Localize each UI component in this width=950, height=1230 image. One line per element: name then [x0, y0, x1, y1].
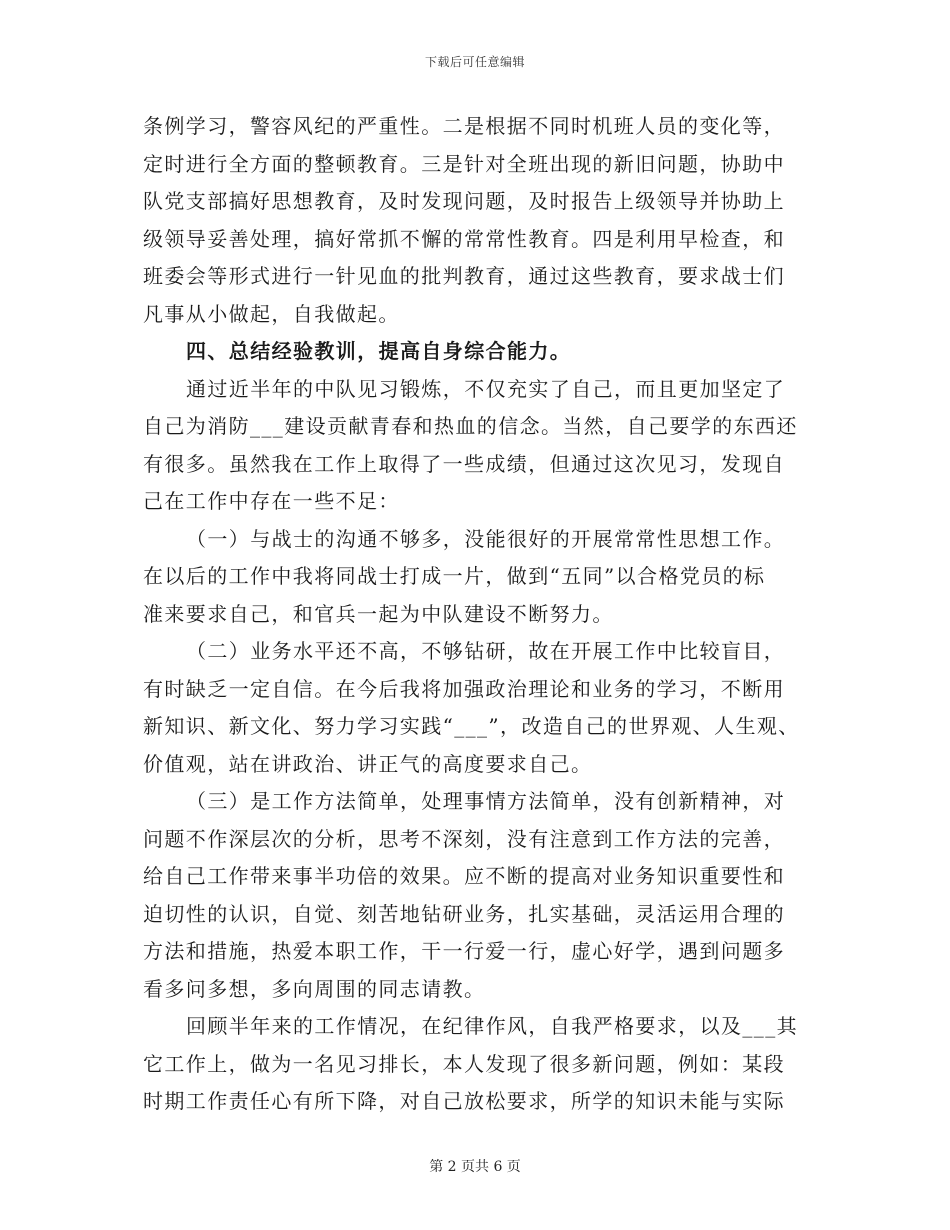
- text-line: 看多问多想，多向周围的同志请教。: [143, 976, 486, 1001]
- text-line: 新知识、新文化、努力学习实践“___”，改造自己的世界观、人生观、: [143, 714, 800, 738]
- text-line: 级领导妥善处理，搞好常抓不懈的常常性教育。四是利用早检查，和: [143, 226, 785, 251]
- text-line: （一）与战士的沟通不够多，没能很好的开展常常性思想工作。: [186, 526, 786, 551]
- text-line: （二）业务水平还不高，不够钻研，故在开展工作中比较盲目，: [186, 639, 786, 663]
- text-line: 凡事从小做起，自我做起。: [143, 301, 400, 326]
- text-line: 迫切性的认识，自觉、刻苦地钻研业务，扎实基础，灵活运用合理的: [143, 901, 785, 926]
- text-line: 条例学习，警容风纪的严重性。二是根据不同时机班人员的变化等，: [143, 114, 785, 138]
- document-body: [143, 108, 823, 1121]
- text-line: 自己为消防___建设贡献青春和热血的信念。当然，自己要学的东西还: [143, 414, 798, 438]
- page-header: 下载后可任意编辑: [424, 55, 525, 69]
- text-line: 它工作上，做为一名见习排长，本人发现了很多新问题，例如：某段: [143, 1051, 785, 1076]
- text-line: 准来要求自己，和官兵一起为中队建设不断努力。: [143, 601, 614, 626]
- text-line: 时期工作责任心有所下降，对自己放松要求，所学的知识未能与实际: [143, 1089, 785, 1113]
- text-line: （三）是工作方法简单，处理事情方法简单，没有创新精神，对: [186, 789, 786, 813]
- text-line: 班委会等形式进行一针见血的批判教育，通过这些教育，要求战士们: [143, 264, 785, 288]
- section-heading: 四、总结经验教训，提高自身综合能力。: [186, 339, 572, 363]
- text-line: 问题不作深层次的分析，思考不深刻，没有注意到工作方法的完善，: [143, 826, 785, 851]
- text-line: 在以后的工作中我将同战士打成一片，做到“五同”以合格党员的标: [143, 564, 766, 588]
- text-line: 己在工作中存在一些不足：: [143, 489, 400, 513]
- page-number-footer: 第 2 页共 6 页: [429, 1159, 521, 1175]
- text-line: 回顾半年来的工作情况，在纪律作风，自我严格要求，以及___其: [186, 1014, 798, 1038]
- text-line: 有时缺乏一定自信。在今后我将加强政治理论和业务的学习，不断用: [143, 676, 785, 701]
- text-line: 有很多。虽然我在工作上取得了一些成绩，但通过这次见习，发现自: [143, 451, 785, 476]
- text-line: 价值观，站在讲政治、讲正气的高度要求自己。: [143, 751, 593, 776]
- text-line: 队党支部搞好思想教育，及时发现问题，及时报告上级领导并协助上: [143, 189, 785, 213]
- text-line: 定时进行全方面的整顿教育。三是针对全班出现的新旧问题，协助中: [143, 151, 785, 176]
- text-line: 方法和措施，热爱本职工作，干一行爱一行，虚心好学，遇到问题多: [143, 939, 785, 963]
- text-line: 给自己工作带来事半功倍的效果。应不断的提高对业务知识重要性和: [143, 864, 785, 888]
- text-line: 通过近半年的中队见习锻炼，不仅充实了自己，而且更加坚定了: [186, 376, 786, 401]
